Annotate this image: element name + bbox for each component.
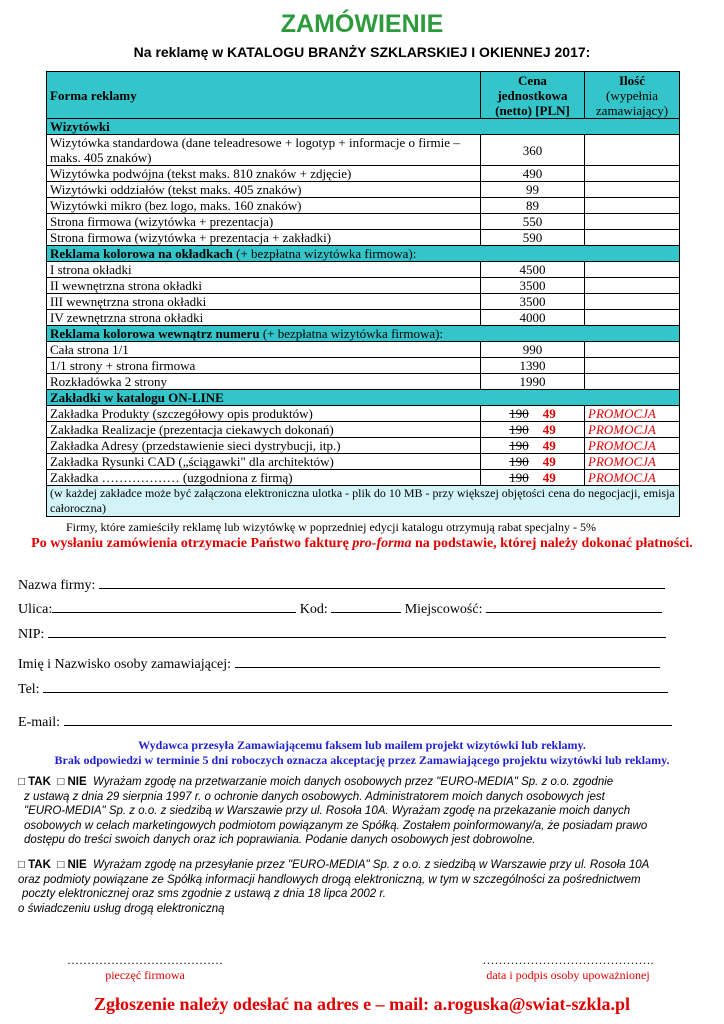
table-note-row xyxy=(47,486,680,517)
table-row xyxy=(47,374,680,390)
item-name: Zakładka Realizacje (prezentacja ciekawych dokonań) xyxy=(47,422,481,438)
item-price: 3500 xyxy=(481,278,585,294)
quantity-cell[interactable] xyxy=(585,182,680,198)
quantity-cell[interactable] xyxy=(585,374,680,390)
quantity-cell[interactable] xyxy=(585,294,680,310)
company-field[interactable] xyxy=(99,576,665,589)
consent-marketing xyxy=(18,858,708,916)
promo-price: 49 xyxy=(542,470,556,485)
consent2-line1: Wyrażam zgodę na przesyłanie przez "EURO-MEDIA" Sp. z o.o. z siedzibą w Warszawie przy ul. Rosoła 10A xyxy=(93,859,650,871)
quantity-cell[interactable] xyxy=(585,454,680,470)
table-row xyxy=(47,470,680,486)
tel-row xyxy=(18,680,668,698)
quantity-cell[interactable] xyxy=(585,214,680,230)
street-field[interactable] xyxy=(52,600,296,613)
table-row xyxy=(47,135,680,166)
tel-label: Tel: xyxy=(18,682,40,697)
old-price: 190 xyxy=(509,422,529,437)
table-row xyxy=(47,342,680,358)
table-row xyxy=(47,262,680,278)
invoice-text-italic: pro-forma xyxy=(352,536,412,551)
consent2-line4: o świadczeniu usług drogą elektroniczną xyxy=(18,902,225,915)
promo-label: PROMOCJA xyxy=(588,422,656,437)
item-name: Wizytówki oddziałów (tekst maks. 405 znaków) xyxy=(47,182,481,198)
col-header-qty-note: (wypełnia zamawiający) xyxy=(595,87,669,118)
item-name: Zakładka ……………… (uzgodniona z firmą) xyxy=(47,470,481,486)
stamp-label: pieczęć firmowa xyxy=(105,968,185,982)
item-name: Wizytówka standardowa (dane teleadresowe + logotyp + informacje o firmie – maks. 405 znaków) xyxy=(47,135,481,166)
section-header xyxy=(47,390,680,406)
table-row xyxy=(47,182,680,198)
address-row xyxy=(18,600,662,618)
col-header-form: Forma reklamy xyxy=(47,72,481,119)
consent1-line3: "EURO-MEDIA" Sp. z o.o. z siedzibą w Warszawie przy ul. Rosoła 10A. Wyrażam zgodę na przekazanie moich danych xyxy=(24,805,631,817)
item-name: Zakładka Produkty (szczegółowy opis produktów) xyxy=(47,406,481,422)
table-row xyxy=(47,214,680,230)
promo-price: 49 xyxy=(542,454,556,469)
city-field[interactable] xyxy=(486,600,662,613)
promo-price: 49 xyxy=(542,438,556,453)
item-price: 590 xyxy=(481,230,585,246)
consent-personal-data xyxy=(18,775,708,848)
item-name: Zakładka Adresy (przedstawienie sieci dystrybucji, itp.) xyxy=(47,438,481,454)
section-title: Reklama kolorowa na okładkach xyxy=(50,246,233,261)
nip-row xyxy=(18,625,666,643)
promo-label: PROMOCJA xyxy=(588,454,656,469)
item-name: 1/1 strony + strona firmowa xyxy=(47,358,481,374)
quantity-cell[interactable] xyxy=(585,358,680,374)
invoice-text-after: na podstawie, której należy dokonać płatności. xyxy=(411,536,693,551)
quantity-cell[interactable] xyxy=(585,406,680,422)
promo-price: 49 xyxy=(542,406,556,421)
promo-label: PROMOCJA xyxy=(588,406,656,421)
section-header-row xyxy=(47,246,680,262)
table-row xyxy=(47,454,680,470)
item-price: 490 xyxy=(481,166,585,182)
item-price: 99 xyxy=(481,182,585,198)
consent1-line5: dostępu do treści swoich danych oraz ich poprawiania. Podanie danych osobowych jest dobrowolne. xyxy=(24,834,536,846)
item-name: Wizytówka podwójna (tekst maks. 810 znaków + zdjęcie) xyxy=(47,166,481,182)
person-field[interactable] xyxy=(235,655,660,668)
old-price: 190 xyxy=(509,454,529,469)
item-price xyxy=(481,470,585,486)
item-name: III wewnętrzna strona okładki xyxy=(47,294,481,310)
company-row xyxy=(18,576,665,594)
item-price xyxy=(481,406,585,422)
signature-dots: ……………………………………. xyxy=(482,953,654,967)
person-label: Imię i Nazwisko osoby zamawiającej: xyxy=(18,657,232,672)
company-label: Nazwa firmy: xyxy=(18,578,96,593)
old-price: 190 xyxy=(509,406,529,421)
quantity-cell[interactable] xyxy=(585,278,680,294)
quantity-cell[interactable] xyxy=(585,262,680,278)
quantity-cell[interactable] xyxy=(585,230,680,246)
order-table xyxy=(46,71,680,517)
item-name: Cała strona 1/1 xyxy=(47,342,481,358)
table-row xyxy=(47,310,680,326)
table-note: (w każdej zakładce może być załączona elektroniczna ulotka - plik do 10 MB - przy większej objętości cena do negocjacji, emisja całoroczna) xyxy=(47,486,680,517)
person-row xyxy=(18,655,660,673)
col-header-qty xyxy=(585,72,680,119)
street-label: Ulica: xyxy=(18,602,53,617)
company-stamp-area xyxy=(50,953,240,983)
section-header xyxy=(47,326,680,342)
quantity-cell[interactable] xyxy=(585,198,680,214)
consent1-line1: Wyrażam zgodę na przetwarzanie moich danych osobowych przez "EURO-MEDIA" Sp. z o.o. zgodnie xyxy=(93,776,614,788)
col-header-price: Cena jednostkowa (netto) [PLN] xyxy=(481,72,585,119)
signature-label: data i podpis osoby upoważnionej xyxy=(486,968,650,982)
consent1-line2: z ustawą z dnia 29 sierpnia 1997 r. o ochronie danych osobowych. Administratorem moich danych osobowych jest xyxy=(24,790,605,803)
section-header-row xyxy=(47,390,680,406)
item-name: II wewnętrzna strona okładki xyxy=(47,278,481,294)
item-price: 550 xyxy=(481,214,585,230)
section-note: (+ bezpłatna wizytówka firmowa): xyxy=(259,326,444,341)
publisher-note-1: Wydawca przesyła Zamawiającemu faksem lub mailem projekt wizytówki lub reklamy. xyxy=(138,738,586,752)
item-name: Rozkładówka 2 strony xyxy=(47,374,481,390)
item-price: 4500 xyxy=(481,262,585,278)
page-subtitle: Na reklamę w KATALOGU BRANŻY SZKLARSKIEJ I OKIENNEJ 2017: xyxy=(133,44,591,60)
section-title: Reklama kolorowa wewnątrz numeru xyxy=(50,326,260,341)
quantity-cell[interactable] xyxy=(585,422,680,438)
page-title: ZAMÓWIENIE xyxy=(280,10,444,38)
table-row xyxy=(47,278,680,294)
section-header xyxy=(47,246,680,262)
item-name: I strona okładki xyxy=(47,262,481,278)
consent2-no-checkbox[interactable]: □ NIE xyxy=(57,859,87,871)
item-price: 1390 xyxy=(481,358,585,374)
item-price: 3500 xyxy=(481,294,585,310)
table-row xyxy=(47,358,680,374)
item-price: 990 xyxy=(481,342,585,358)
item-name: Wizytówki mikro (bez logo, maks. 160 znaków) xyxy=(47,198,481,214)
discount-note: Firmy, które zamieściły reklamę lub wizytówkę w poprzedniej edycji katalogu otrzymują rabat specjalny - 5% xyxy=(66,520,597,534)
section-header-row xyxy=(47,119,680,135)
table-row xyxy=(47,198,680,214)
quantity-cell[interactable] xyxy=(585,310,680,326)
table-row xyxy=(47,438,680,454)
table-row xyxy=(47,230,680,246)
invoice-text-before: Po wysłaniu zamówienia otrzymacie Państwo fakturę xyxy=(31,536,353,551)
item-name: Strona firmowa (wizytówka + prezentacja) xyxy=(47,214,481,230)
quantity-cell[interactable] xyxy=(585,470,680,486)
signature-area xyxy=(462,953,674,983)
old-price: 190 xyxy=(509,470,529,485)
postcode-label: Kod: xyxy=(299,602,328,617)
email-field[interactable] xyxy=(64,713,672,726)
quantity-cell[interactable] xyxy=(585,135,680,166)
section-header xyxy=(47,119,680,135)
stamp-dots: ………………………………… xyxy=(67,953,223,967)
promo-label: PROMOCJA xyxy=(588,438,656,453)
invoice-note xyxy=(0,536,724,552)
item-price: 89 xyxy=(481,198,585,214)
quantity-cell[interactable] xyxy=(585,166,680,182)
table-header-row xyxy=(47,72,680,119)
consent1-no-checkbox[interactable]: □ NIE xyxy=(57,776,87,788)
section-header-row xyxy=(47,326,680,342)
item-price xyxy=(481,454,585,470)
consent2-line3: poczty elektronicznej oraz sms zgodnie z ustawą z dnia 18 lipca 2002 r. xyxy=(22,888,386,900)
item-price xyxy=(481,438,585,454)
old-price: 190 xyxy=(509,438,529,453)
tel-field[interactable] xyxy=(43,680,668,693)
quantity-cell[interactable] xyxy=(585,438,680,454)
email-label: E-mail: xyxy=(18,715,60,730)
publisher-note-2: Brak odpowiedzi w terminie 5 dni roboczych oznacza akceptację przez Zamawiającego projektu wizytówki lub reklamy. xyxy=(54,753,670,767)
table-row xyxy=(47,406,680,422)
email-row xyxy=(18,713,672,731)
section-title: Wizytówki xyxy=(50,119,110,134)
promo-label: PROMOCJA xyxy=(588,470,656,485)
item-price: 360 xyxy=(481,135,585,166)
table-row xyxy=(47,422,680,438)
item-price xyxy=(481,422,585,438)
item-name: IV zewnętrzna strona okładki xyxy=(47,310,481,326)
nip-field[interactable] xyxy=(48,625,666,638)
item-name: Strona firmowa (wizytówka + prezentacja + zakładki) xyxy=(47,230,481,246)
consent2-yes-checkbox[interactable]: □ TAK xyxy=(18,859,51,871)
item-price: 4000 xyxy=(481,310,585,326)
promo-price: 49 xyxy=(542,422,556,437)
item-name: Zakładka Rysunki CAD („ściągawki" dla architektów) xyxy=(47,454,481,470)
section-title: Zakładki w katalogu ON-LINE xyxy=(50,390,224,405)
table-row xyxy=(47,166,680,182)
quantity-cell[interactable] xyxy=(585,342,680,358)
col-header-qty-title: Ilość xyxy=(619,72,645,88)
consent2-line2: oraz podmioty powiązane ze Spółką informacji handlowych drogą elektroniczną, w tym w szczególności za pośrednictwem xyxy=(18,873,641,886)
city-label: Miejscowość: xyxy=(404,602,483,617)
consent1-line4: osobowych w celach marketingowych podmiotom powiązanym ze Spółką. Zostałem poinformowany/a, że posiadam prawo xyxy=(24,819,648,832)
postcode-field[interactable] xyxy=(331,600,401,613)
nip-label: NIP: xyxy=(18,627,45,642)
footer-email-note: Zgłoszenie należy odesłać na adres e – mail: a.roguska@swiat-szkla.pl xyxy=(93,994,631,1014)
item-price: 1990 xyxy=(481,374,585,390)
section-note: (+ bezpłatna wizytówka firmowa): xyxy=(232,246,417,261)
consent1-yes-checkbox[interactable]: □ TAK xyxy=(18,776,51,788)
table-row xyxy=(47,294,680,310)
